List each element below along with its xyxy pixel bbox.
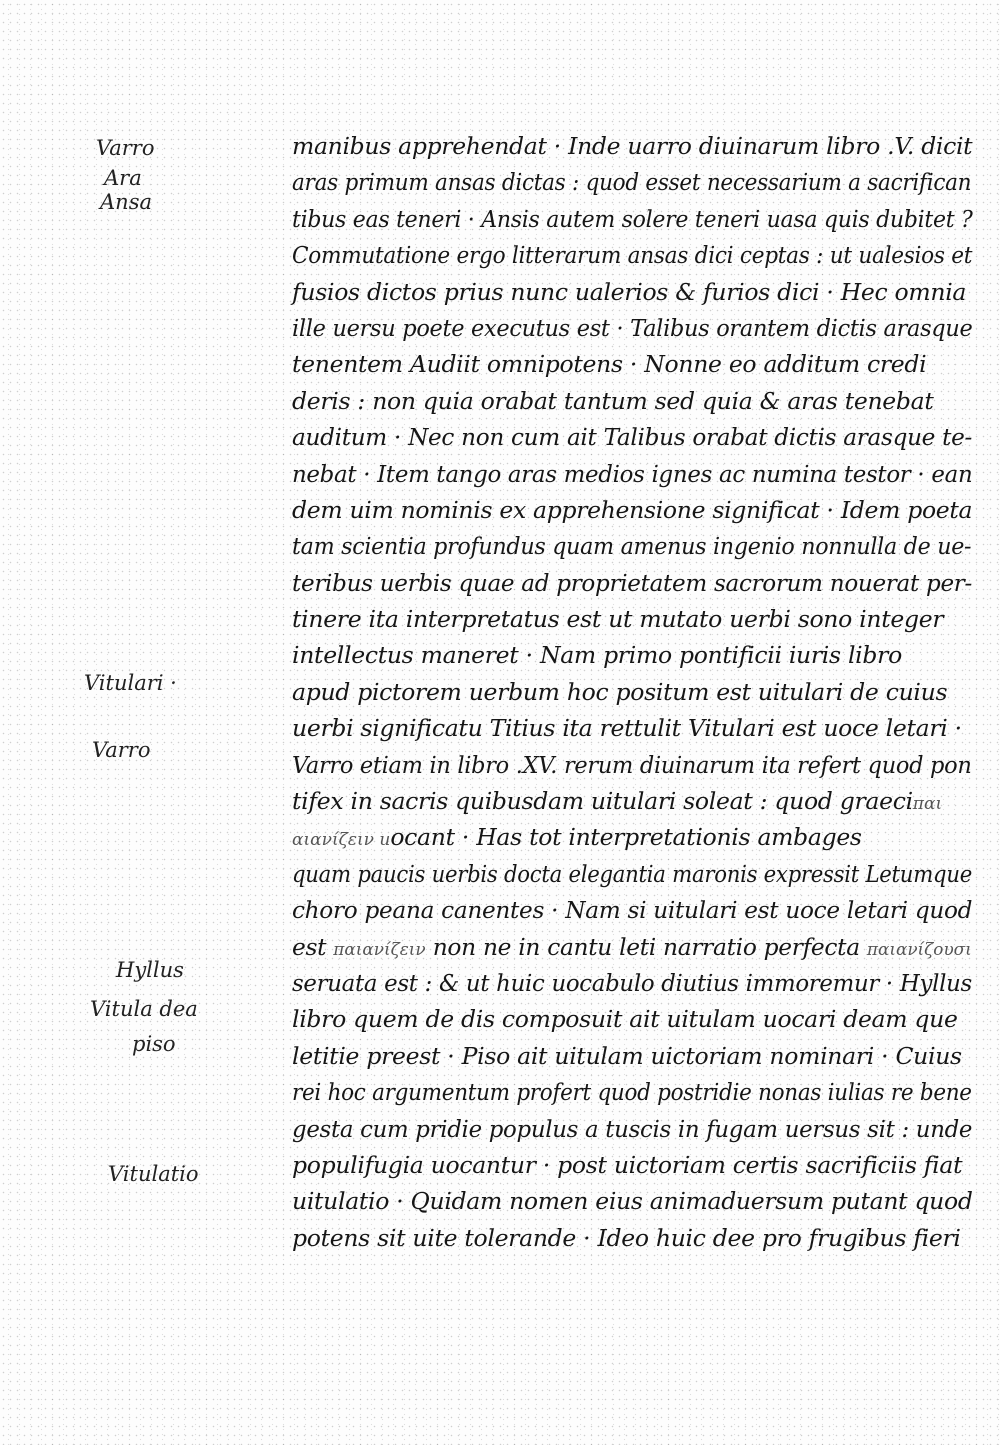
text-line: manibus apprehendat · Inde uarro diuinarum libro .V. dicit xyxy=(292,132,973,160)
margin-note-vitulari: Vitulari · xyxy=(84,671,177,695)
text-line: intellectus maneret · Nam primo pontificii iuris libro xyxy=(292,641,902,670)
text-line: Varro etiam in libro .XV. rerum diuinarum ita refert quod pon xyxy=(292,750,972,779)
text-line: deris : non quia orabat tantum sed quia & aras tenebat xyxy=(292,386,934,415)
main-text-block xyxy=(292,128,972,1256)
text-line: letitie preest · Piso ait uitulam uictoriam nominari · Cuius xyxy=(292,1041,962,1070)
greek-gloss: παιανίζουσι xyxy=(866,939,972,960)
text-line: tenentem Audiit omnipotens · Nonne eo additum credi xyxy=(292,350,927,379)
text-line: tibus eas teneri · Ansis autem solere teneri uasa quis dubitet ? xyxy=(292,204,973,233)
text-line: uitulatio · Quidam nomen eius animaduersum putant quod xyxy=(292,1187,973,1216)
margin-note-ara: Ara xyxy=(104,166,142,190)
text-line: rei hoc argumentum profert quod postridie nonas iulias re bene xyxy=(292,1078,972,1107)
text-line xyxy=(292,783,972,819)
text-line: tam scientia profundus quam amenus ingenio nonnulla de ue- xyxy=(292,532,972,561)
text-line: teribus uerbis quae ad proprietatem sacrorum nouerat per- xyxy=(292,568,973,597)
text-line: uerbi significatu Titius ita rettulit Vitulari est uoce letari · xyxy=(292,714,962,743)
text-line-latin: non ne in cantu leti narratio perfecta xyxy=(432,932,860,961)
greek-gloss: παιανίζειν xyxy=(333,939,426,960)
text-line: dem uim nominis ex apprehensione significat · Idem poeta xyxy=(292,495,973,524)
margin-note-piso: piso xyxy=(132,1032,176,1056)
greek-gloss: παι xyxy=(912,794,943,815)
text-line-latin: tifex in sacris quibusdam uitulari soleat : quod graeci xyxy=(292,787,913,816)
text-line: populifugia uocantur · post uictoriam certis sacrificiis fiat xyxy=(292,1150,963,1179)
text-line: Commutatione ergo litterarum ansas dici ceptas : ut ualesios et xyxy=(292,241,973,270)
text-line: quam paucis uerbis docta elegantia maronis expressit Letumque xyxy=(292,859,972,888)
text-line: apud pictorem uerbum hoc positum est uitulari de cuius xyxy=(292,677,948,706)
margin-note-vitula-dea: Vitula dea xyxy=(90,997,198,1021)
text-line: gesta cum pridie populus a tuscis in fugam uersus sit : unde xyxy=(292,1114,973,1143)
text-line: aras primum ansas dictas : quod esset necessarium a sacrifican xyxy=(292,168,972,197)
text-line: auditum · Nec non cum ait Talibus orabat dictis arasque te- xyxy=(292,423,973,452)
text-line: choro peana canentes · Nam si uitulari est uoce letari quod xyxy=(292,896,973,925)
text-line: ille uersu poete executus est · Talibus orantem dictis arasque xyxy=(292,313,973,342)
text-line: libro quem de dis composuit ait uitulam uocari deam que xyxy=(292,1005,958,1034)
text-line-latin: ocant · Has tot interpretationis ambages xyxy=(390,823,862,852)
margin-note-vitulatio: Vitulatio xyxy=(108,1162,199,1186)
text-line: fusios dictos prius nunc ualerios & furios dici · Hec omnia xyxy=(292,277,967,306)
text-line xyxy=(292,929,972,965)
text-line: tinere ita interpretatus est ut mutato uerbi sono integer xyxy=(292,605,944,634)
text-line: seruata est : & ut huic uocabulo diutius immoremur · Hyllus xyxy=(292,968,972,997)
text-line-latin: est xyxy=(292,932,334,961)
margin-note-varro-2: Varro xyxy=(92,738,151,762)
margin-note-varro-1: Varro xyxy=(96,136,155,160)
margin-note-ansa: Ansa xyxy=(100,190,152,214)
text-line xyxy=(292,819,972,855)
text-line: potens sit uite tolerande · Ideo huic dee pro frugibus fieri xyxy=(292,1223,961,1252)
margin-note-hyllus: Hyllus xyxy=(116,958,184,982)
text-line: nebat · Item tango aras medios ignes ac numina testor · ean xyxy=(292,459,973,488)
greek-gloss: αιανίζειν u xyxy=(292,830,391,851)
